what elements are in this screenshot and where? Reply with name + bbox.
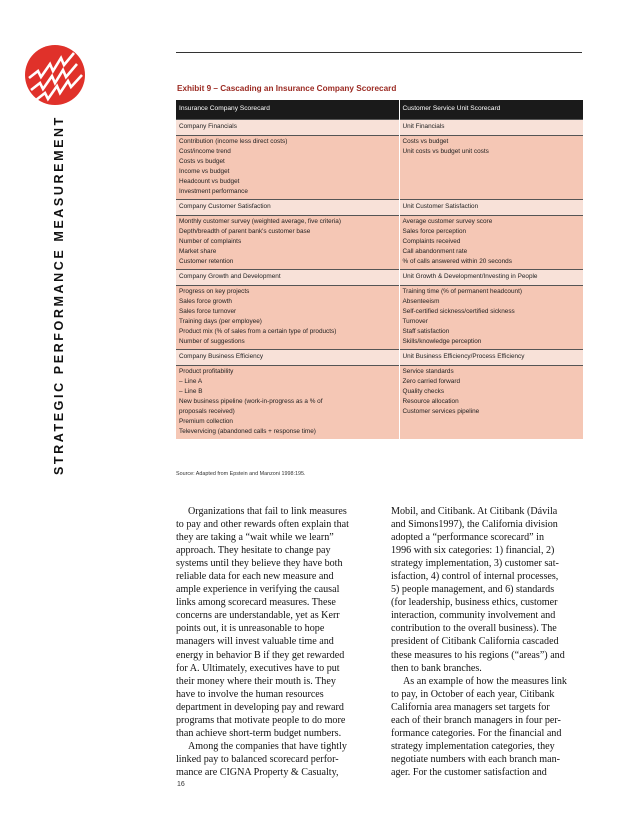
- section-items-row: [176, 366, 583, 440]
- text-line: then to bank branches.: [391, 662, 482, 674]
- measure-item: Quality checks: [402, 388, 445, 395]
- measure-item: % of calls answered within 20 seconds: [402, 258, 512, 265]
- section-header-row: [176, 200, 583, 216]
- unit-measures-cell: [399, 286, 583, 350]
- measure-item: Customer retention: [179, 258, 234, 265]
- measure-item: Average customer survey score: [402, 218, 493, 225]
- text-line: approach. They hesitate to change pay: [176, 545, 331, 557]
- text-line: formance categories. For the financial and: [391, 727, 562, 739]
- text-line: strategy implementation, 3) customer sat-: [391, 558, 559, 570]
- measure-item: Service standards: [402, 368, 454, 375]
- text-line: their money where their mouth is. They: [176, 675, 336, 687]
- measure-item: New business pipeline (work-in-progress as a % of: [179, 398, 323, 405]
- measure-item: Market share: [179, 248, 217, 255]
- text-line: managers will invest valuable time and: [176, 636, 334, 648]
- section-head-company: Company Financials: [176, 120, 399, 136]
- text-line: these measures to his regions (“areas”) and: [391, 649, 565, 661]
- body-column-left: [176, 505, 376, 779]
- measure-item: Sales force perception: [402, 228, 467, 235]
- text-line: mance are CIGNA Property & Casualty,: [176, 766, 339, 778]
- text-line: for A. Ultimately, executives have to put: [176, 662, 340, 674]
- body-column-right: [391, 505, 591, 779]
- measure-item: Investment performance: [179, 188, 248, 195]
- measure-item: Training days (per employee): [179, 318, 262, 325]
- company-measures-cell: [176, 286, 399, 350]
- section-head-company: Company Customer Satisfaction: [176, 200, 399, 216]
- top-rule: [176, 52, 582, 53]
- text-line: Organizations that fail to link measures: [188, 506, 347, 517]
- source-note: Source: Adapted from Epstein and Manzoni 1998:195.: [176, 471, 306, 477]
- measure-item: Product mix (% of sales from a certain type of products): [179, 328, 337, 335]
- measure-item: Number of complaints: [179, 238, 242, 245]
- section-head-unit: Unit Growth & Development/Investing in People: [399, 270, 583, 286]
- measure-item: Resource allocation: [402, 398, 459, 405]
- measure-item: Customer services pipeline: [402, 408, 480, 415]
- text-line: department in developing pay and reward: [176, 701, 344, 713]
- text-line: interaction, community involvement and: [391, 610, 556, 622]
- measure-item: Self-certified sickness/certified sickness: [402, 308, 515, 315]
- measure-item: Complaints received: [402, 238, 461, 245]
- text-line: concerns are understandable, yet as Kerr: [176, 610, 340, 622]
- measure-item: Absenteeism: [402, 298, 440, 305]
- measure-item: Sales force turnover: [179, 308, 237, 315]
- text-line: negotiate numbers with each branch man-: [391, 753, 561, 765]
- text-line: strategy implementation categories, they: [391, 740, 555, 752]
- header-insurance-company: Insurance Company Scorecard: [176, 100, 399, 120]
- company-measures-cell: [176, 366, 399, 440]
- section-head-company: Company Business Efficiency: [176, 350, 399, 366]
- measure-item: Progress on key projects: [179, 288, 250, 295]
- page-number: 16: [177, 781, 185, 788]
- section-head-unit: Unit Business Efficiency/Process Efficiency: [399, 350, 583, 366]
- text-line: ample experience in verifying the causal: [176, 584, 340, 596]
- section-items-row: [176, 286, 583, 350]
- measure-item: Premium collection: [179, 418, 233, 425]
- unit-measures-cell: [399, 366, 583, 440]
- text-line: adopted a “performance scorecard” in: [391, 532, 544, 544]
- company-measures-cell: [176, 136, 399, 200]
- text-line: isfaction, 4) control of internal processes,: [391, 571, 559, 583]
- measure-item: Depth/breadth of parent bank's customer base: [179, 228, 311, 235]
- section-head-unit: Unit Customer Satisfaction: [399, 200, 583, 216]
- measure-item: Monthly customer survey (weighted average, five criteria): [179, 218, 341, 225]
- measure-item: Unit costs vs budget unit costs: [402, 148, 489, 155]
- measure-item: Call abandonment rate: [402, 248, 468, 255]
- measure-item: Zero carried forward: [402, 378, 461, 385]
- measure-item: Product profitability: [179, 368, 234, 375]
- measure-item: Training time (% of permanent headcount): [402, 288, 522, 295]
- sidebar-title: STRATEGIC PERFORMANCE MEASUREMENT: [52, 115, 66, 475]
- text-line: ager. For the customer satisfaction and: [391, 766, 547, 778]
- text-line: contribution to the overall business). The: [391, 623, 557, 635]
- measure-item: Sales force growth: [179, 298, 232, 305]
- unit-measures-cell: [399, 216, 583, 270]
- section-header-row: [176, 350, 583, 366]
- measure-item: Income vs budget: [179, 168, 230, 175]
- text-line: California area managers set targets for: [391, 701, 550, 713]
- logo-icon: [24, 44, 86, 106]
- text-line: each of their branch managers in four per-: [391, 714, 561, 726]
- measure-item: Staff satisfaction: [402, 328, 450, 335]
- measure-item: Skills/knowledge perception: [402, 338, 482, 345]
- company-measures-cell: [176, 216, 399, 270]
- text-line: 5) people management, and 6) standards: [391, 584, 555, 596]
- text-line: Mobil, and Citibank. At Citibank (Dávila: [391, 506, 558, 517]
- text-line: linked pay to balanced scorecard perfor-: [176, 753, 339, 765]
- exhibit-title: Exhibit 9 – Cascading an Insurance Company Scorecard: [177, 84, 397, 93]
- header-customer-service-unit: Customer Service Unit Scorecard: [399, 100, 583, 120]
- measure-item: Contribution (income less direct costs): [179, 138, 288, 145]
- measure-item: proposals received): [179, 408, 235, 415]
- measure-item: Costs vs budget: [402, 138, 449, 145]
- measure-item: Cost/income trend: [179, 148, 231, 155]
- text-line: As an example of how the measures link: [403, 675, 567, 687]
- text-line: 1996 with six categories: 1) financial, 2): [391, 545, 555, 557]
- measure-item: Headcount vs budget: [179, 178, 240, 185]
- text-line: systems until they believe they have both: [176, 558, 343, 570]
- section-items-row: [176, 216, 583, 270]
- text-line: energy in behavior B if they get rewarded: [176, 649, 345, 661]
- text-line: have to involve the human resources: [176, 688, 324, 700]
- section-header-row: [176, 270, 583, 286]
- measure-item: Turnover: [402, 318, 428, 325]
- measure-item: Number of suggestions: [179, 338, 245, 345]
- table-header-row: [176, 100, 583, 120]
- text-line: they are taking a “wait while we learn”: [176, 532, 334, 544]
- unit-measures-cell: [399, 136, 583, 200]
- measure-item: Costs vs budget: [179, 158, 225, 165]
- text-line: than achieve short-term budget numbers.: [176, 727, 342, 739]
- text-line: reliable data for each new measure and: [176, 571, 334, 583]
- text-line: links among scorecard measures. These: [176, 597, 336, 609]
- measure-item: – Line B: [179, 388, 203, 395]
- section-items-row: [176, 136, 583, 200]
- section-head-unit: Unit Financials: [399, 120, 583, 136]
- measure-item: – Line A: [179, 378, 203, 385]
- measure-item: Televervicing (abandoned calls + response time): [179, 428, 316, 435]
- text-line: and Simons1997), the California division: [391, 519, 558, 531]
- text-line: programs that motivate people to do more: [176, 714, 346, 726]
- text-line: (for leadership, business ethics, customer: [391, 597, 558, 609]
- section-header-row: [176, 120, 583, 136]
- text-line: president of Citibank California cascaded: [391, 636, 559, 648]
- text-line: points out, it is unreasonable to hope: [176, 623, 325, 635]
- scorecard-table: [176, 100, 583, 439]
- text-line: to pay and other rewards often explain that: [176, 519, 349, 531]
- text-line: to pay, in October of each year, Citibank: [391, 688, 555, 700]
- section-head-company: Company Growth and Development: [176, 270, 399, 286]
- text-line: Among the companies that have tightly: [188, 740, 347, 752]
